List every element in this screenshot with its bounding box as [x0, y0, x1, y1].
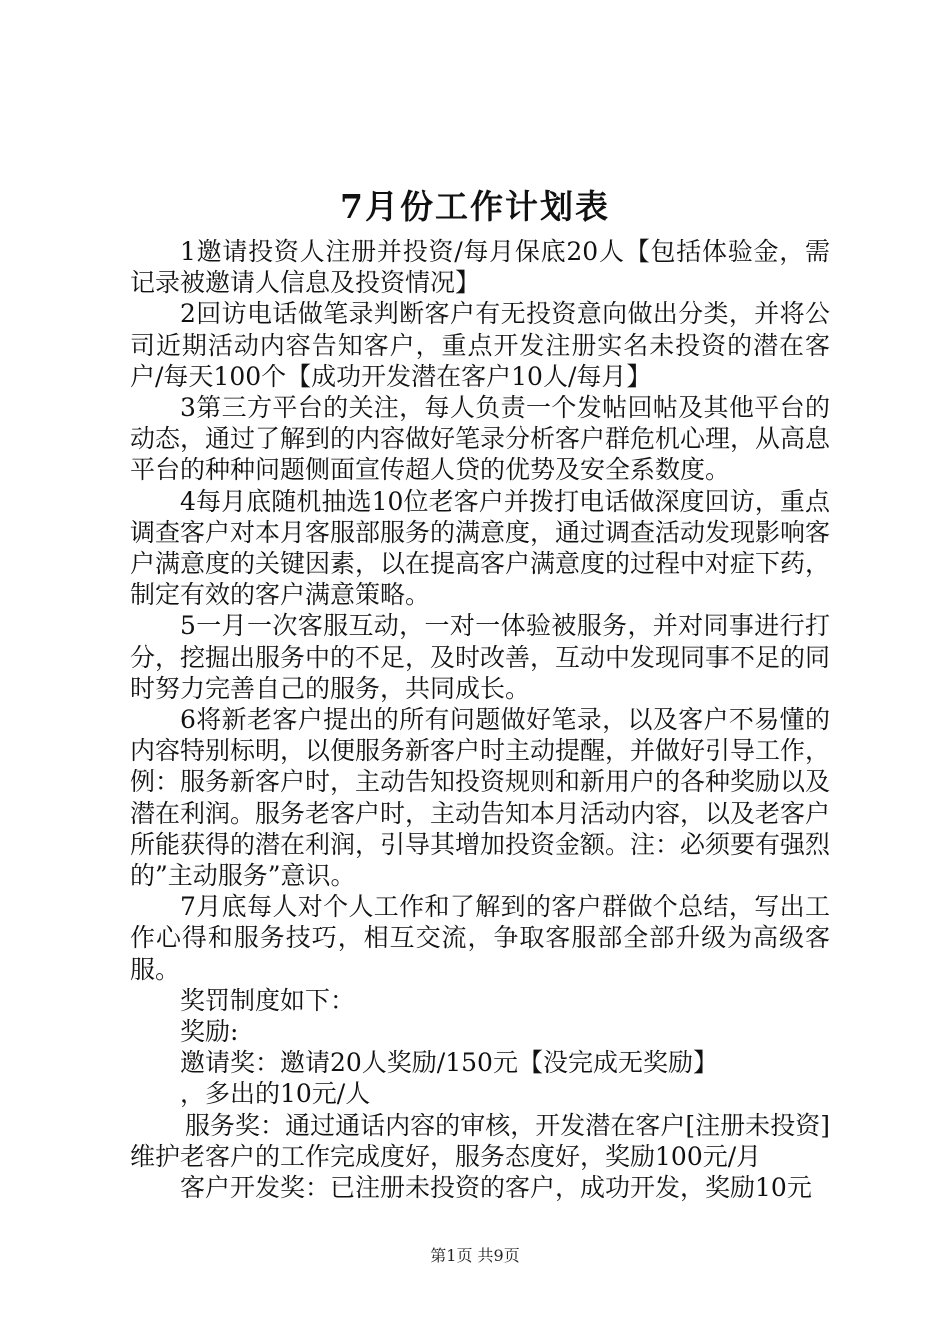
document-body [130, 236, 830, 1203]
document-title: 7月份工作计划表 [340, 187, 610, 226]
paragraph-item-1: 1邀请投资人注册并投资/每月保底20人【包括体验金，需记录被邀请人信息及投资情况】 [130, 237, 830, 298]
paragraph-item-6: 6将新老客户提出的所有问题做好笔录，以及客户不易懂的内容特别标明，以便服务新客户时主动提醒，并做好引导工作，例：服务新客户时，主动告知投资规则和新用户的各种奖励以及潜在利润。服务老客户时，主动告知本月活动内容，以及老客户所能获得的潜在利润，引导其增加投资金额。注：必须要有强烈的”主动服务”意识。 [130, 705, 831, 891]
paragraph-item-5: 5一月一次客服互动，一对一体验被服务，并对同事进行打分，挖掘出服务中的不足，及时改善，互动中发现同事不足的同时努力完善自己的服务，共同成长。 [130, 611, 831, 703]
paragraph-item-3: 3第三方平台的关注，每人负责一个发帖回帖及其他平台的动态，通过了解到的内容做好笔录分析客户群危机心理，从高息平台的种种问题侧面宣传超人贷的优势及安全系数度。 [130, 393, 831, 485]
invite-reward-line: 邀请奖：邀请20人奖励/150元【没完成无奖励】 [180, 1048, 718, 1078]
service-reward-line: 服务奖：通过通话内容的审核，开发潜在客户[注册未投资]维护老客户的工作完成度好，服务态度好，奖励100元/月 [130, 1110, 830, 1171]
paragraph-item-2: 2回访电话做笔录判断客户有无投资意向做出分类，并将公司近期活动内容告知客户，重点开发注册实名未投资的潜在客户/每天100个【成功开发潜在客户10人/每月】 [130, 299, 830, 391]
reward-heading: 奖励: [180, 1017, 239, 1047]
customer-development-reward-line: 客户开发奖：已注册未投资的客户，成功开发，奖励10元 [180, 1173, 812, 1203]
paragraph-item-4: 4每月底随机抽选10位老客户并拨打电话做深度回访，重点调查客户对本月客服部服务的满意度，通过调查活动发现影响客户满意度的关键因素，以在提高客户满意度的过程中对症下药，制定有效的客户满意策略。 [130, 486, 831, 610]
page-number-footer: 第1页 共9页 [430, 1246, 520, 1265]
reward-policy-heading: 奖罚制度如下： [180, 985, 356, 1015]
paragraph-summary: 7月底每人对个人工作和了解到的客户群做个总结，写出工作心得和服务技巧，相互交流，争取客服部全部升级为高级客服。 [130, 892, 830, 984]
invite-extra-line: ，多出的10元/人 [180, 1079, 371, 1109]
